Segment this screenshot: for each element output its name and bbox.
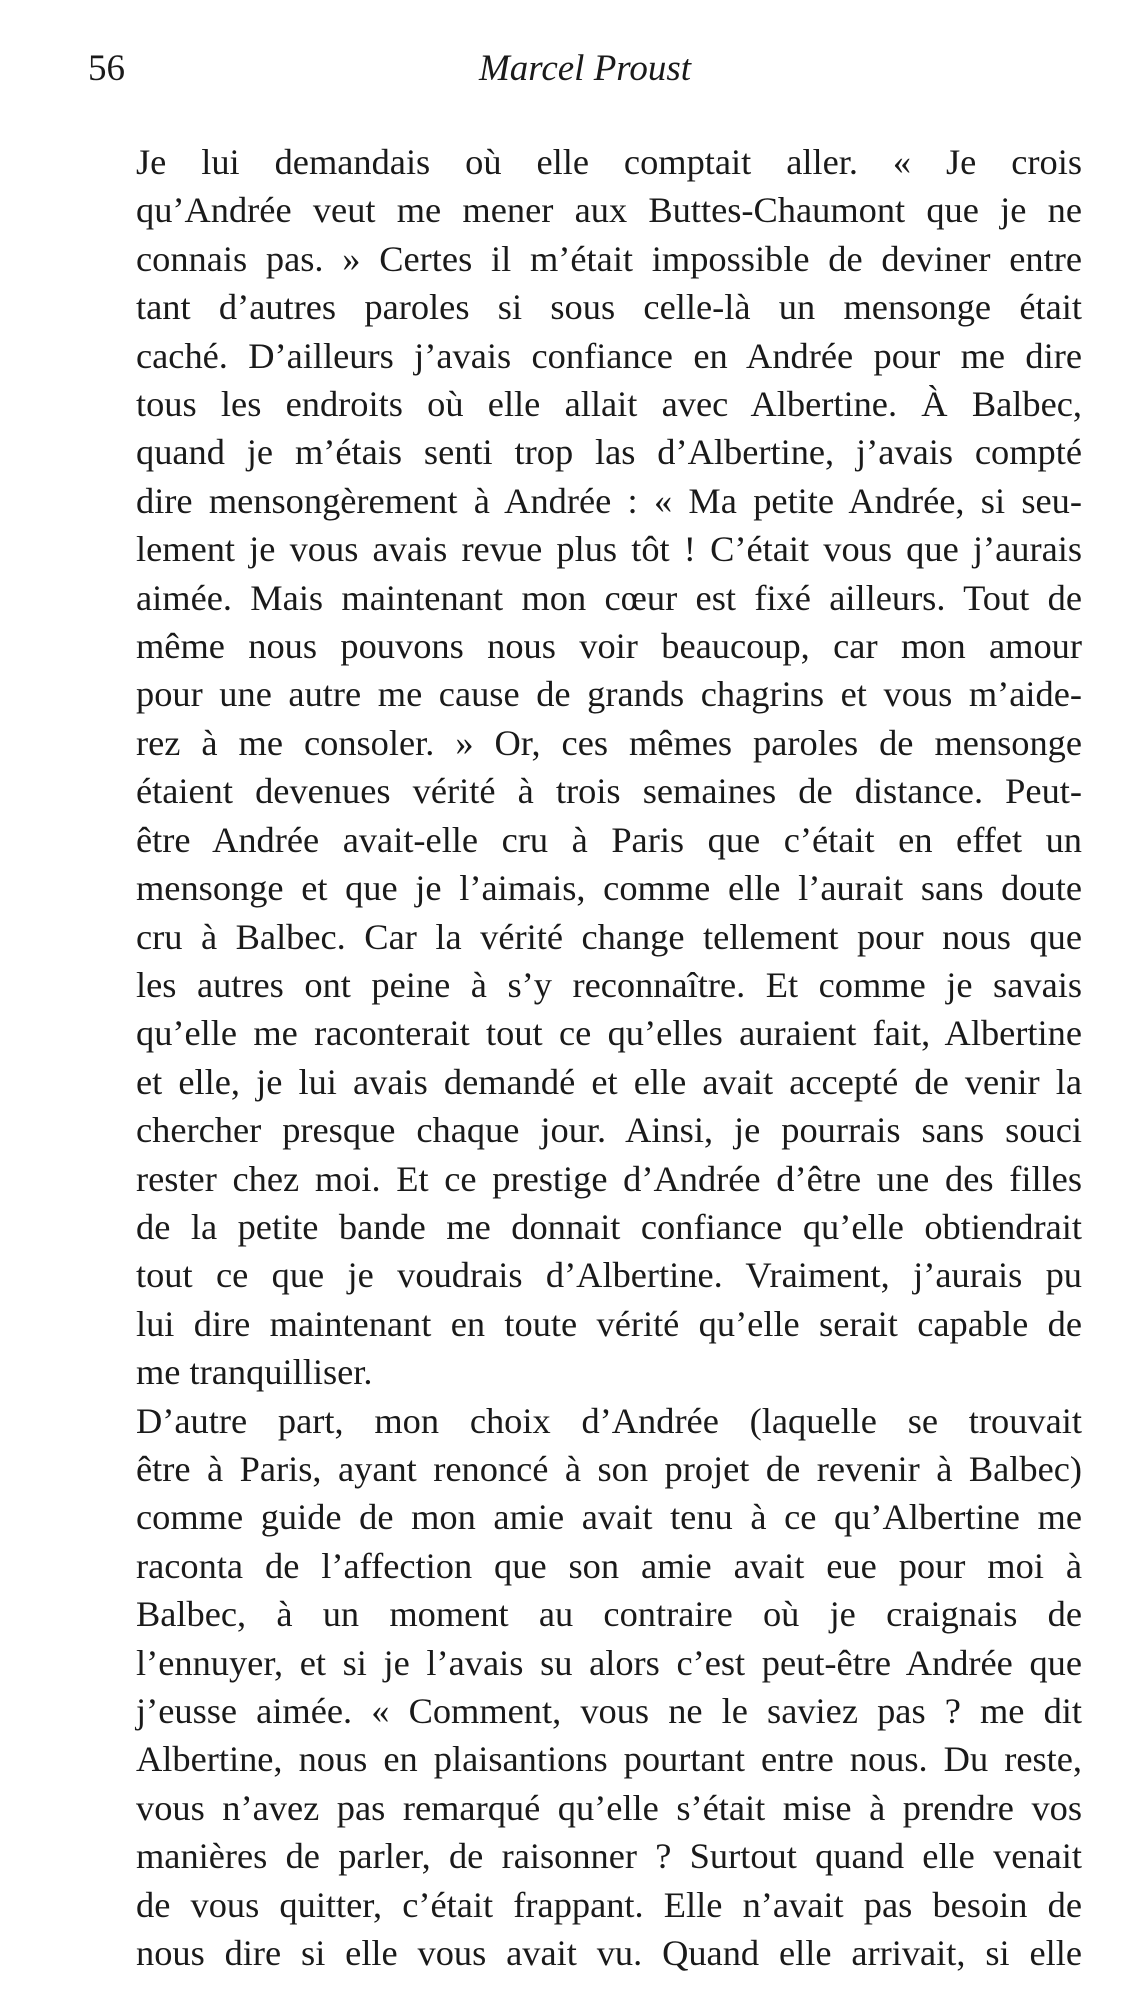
text-line: tant d’autres paroles si sous celle-là un mensonge était	[136, 287, 1082, 328]
paragraph	[88, 138, 1082, 1397]
text-line: vous n’avez pas remarqué qu’elle s’était mise à prendre vos	[136, 1787, 1082, 1828]
text-line: lement je vous avais revue plus tôt ! C’était vous que j’aurais	[136, 529, 1082, 570]
text-line: Je lui demandais où elle comptait aller. « Je crois	[136, 142, 1082, 182]
text-line: nous dire si elle vous avait vu. Quand elle arrivait, si elle	[136, 1933, 1082, 1974]
text-line: caché. D’ailleurs j’avais confiance en Andrée pour me dire	[136, 335, 1082, 376]
text-line: rester chez moi. Et ce prestige d’Andrée d’être une des filles	[136, 1158, 1082, 1199]
text-line: dire mensongèrement à Andrée : « Ma petite Andrée, si seu-	[136, 480, 1082, 521]
text-line: comme guide de mon amie avait tenu à ce qu’Albertine me	[136, 1497, 1082, 1538]
page-number: 56	[88, 48, 125, 89]
page-header	[88, 44, 1082, 94]
text-line: quand je m’étais senti trop las d’Albertine, j’avais compté	[136, 432, 1082, 473]
text-line: de vous quitter, c’était frappant. Elle n’avait pas besoin de	[136, 1884, 1082, 1925]
text-line: manières de parler, de raisonner ? Surtout quand elle venait	[136, 1836, 1082, 1877]
body-text	[88, 138, 1082, 1977]
text-line: de la petite bande me donnait confiance qu’elle obtiendrait	[136, 1206, 1082, 1247]
text-line: j’eusse aimée. « Comment, vous ne le saviez pas ? me dit	[136, 1691, 1082, 1731]
text-line: les autres ont peine à s’y reconnaître. Et comme je savais	[136, 964, 1082, 1005]
text-line: mensonge et que je l’aimais, comme elle l’aurait sans doute	[136, 868, 1082, 909]
text-line: Albertine, nous en plaisantions pourtant entre nous. Du reste,	[136, 1739, 1082, 1780]
text-line: rez à me consoler. » Or, ces mêmes paroles de mensonge	[136, 722, 1082, 763]
text-line: qu’Andrée veut me mener aux Buttes-Chaumont que je ne	[136, 190, 1082, 231]
text-line: pour une autre me cause de grands chagrins et vous m’aide-	[136, 674, 1082, 715]
text-line: l’ennuyer, et si je l’avais su alors c’est peut-être Andrée que	[136, 1642, 1082, 1683]
text-line: étaient devenues vérité à trois semaines de distance. Peut-	[136, 771, 1082, 812]
text-line: même nous pouvons nous voir beaucoup, car mon amour	[136, 626, 1082, 667]
text-line: cru à Balbec. Car la vérité change tellement pour nous que	[136, 916, 1082, 957]
text-line: D’autre part, mon choix d’Andrée (laquelle se trouvait	[136, 1400, 1082, 1441]
text-line: Balbec, à un moment au contraire où je craignais de	[136, 1594, 1082, 1635]
running-head: Marcel Proust	[478, 48, 692, 89]
text-line: et elle, je lui avais demandé et elle avait accepté de venir la	[136, 1061, 1082, 1102]
text-line: raconta de l’affection que son amie avait eue pour moi à	[136, 1545, 1082, 1586]
text-line: être Andrée avait-elle cru à Paris que c’était en effet un	[136, 819, 1082, 860]
text-line: lui dire maintenant en toute vérité qu’elle serait capable de	[136, 1303, 1082, 1344]
text-line: qu’elle me raconterait tout ce qu’elles auraient fait, Albertine	[136, 1013, 1082, 1054]
text-line: tout ce que je voudrais d’Albertine. Vraiment, j’aurais pu	[136, 1255, 1082, 1296]
text-line: chercher presque chaque jour. Ainsi, je pourrais sans souci	[136, 1110, 1082, 1151]
text-line: tous les endroits où elle allait avec Albertine. À Balbec,	[136, 384, 1082, 425]
text-line: être à Paris, ayant renoncé à son projet de revenir à Balbec)	[136, 1448, 1082, 1489]
text-line: connais pas. » Certes il m’était impossible de deviner entre	[136, 238, 1082, 279]
text-line: me tranquilliser.	[136, 1352, 373, 1393]
paragraph	[88, 1397, 1082, 1978]
text-line: aimée. Mais maintenant mon cœur est fixé ailleurs. Tout de	[136, 577, 1082, 618]
